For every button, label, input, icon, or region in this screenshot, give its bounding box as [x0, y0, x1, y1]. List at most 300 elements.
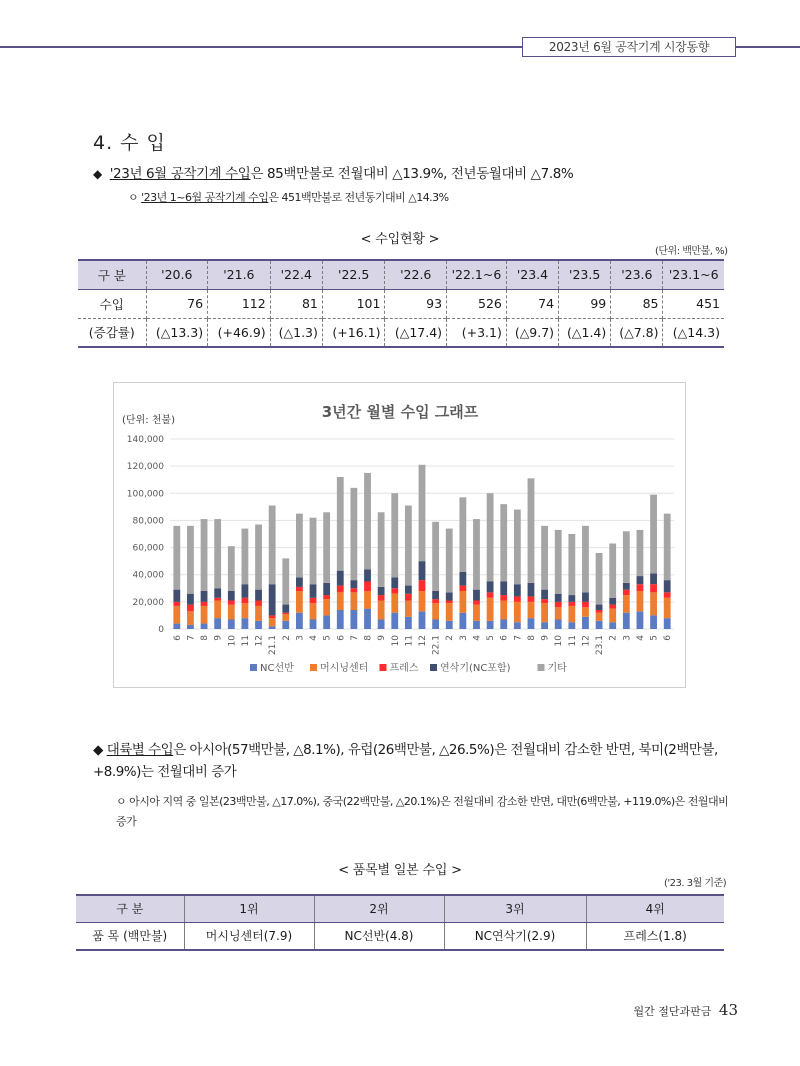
bar-segment: [473, 590, 480, 601]
table-header-cell: '22.1~6: [447, 260, 507, 289]
y-tick-label: 20,000: [132, 597, 164, 608]
legend-swatch: [310, 664, 317, 671]
bar-segment: [378, 512, 385, 587]
bar-segment: [459, 586, 466, 591]
table-cell: 수입: [99, 296, 124, 312]
import-table-unit: (단위: 백만불, %): [655, 246, 728, 257]
bar-segment: [296, 613, 303, 629]
japan-table-title: < 품목별 일본 수입 >: [338, 863, 462, 878]
bar-segment: [255, 601, 262, 606]
section-title: 4. 수 입: [93, 132, 166, 154]
legend-swatch: [380, 664, 387, 671]
bar-segment: [487, 493, 494, 581]
bar-segment: [664, 598, 671, 618]
y-tick-label: 40,000: [132, 570, 164, 581]
bar-segment: [432, 603, 439, 619]
bar-segment: [310, 518, 317, 585]
table-row: [76, 922, 724, 950]
bar-segment: [405, 601, 412, 617]
bar-segment: [568, 595, 575, 602]
bar-segment: [323, 512, 330, 583]
bar-segment: [378, 620, 385, 630]
bar-segment: [269, 584, 276, 615]
x-tick-label: 7: [513, 635, 524, 641]
bar-segment: [391, 613, 398, 629]
bar-segment: [541, 603, 548, 622]
bar-segment: [242, 603, 249, 618]
x-tick-label: 6: [172, 635, 183, 641]
table-row: [78, 289, 724, 318]
table-header-cell: '23.5: [559, 260, 611, 289]
x-tick-label: 21.1: [268, 635, 279, 656]
region-bullet-text: 은 아시아(57백만불, △8.1%), 유럽(26백만불, △26.5%)은 전월대비 감소한 반면, 북미(2백만불, +8.9%)는 전월대비 증가: [93, 742, 718, 780]
table-cell: (△1.4): [559, 318, 611, 347]
x-tick-label: 23.1: [595, 635, 606, 656]
table-cell: 526: [447, 289, 507, 318]
bar-segment: [555, 607, 562, 619]
table-cell: NC연삭기(2.9): [444, 922, 586, 950]
bar-segment: [473, 601, 480, 605]
table-cell: 85: [611, 289, 663, 318]
summary-sub-bullet: [128, 189, 449, 205]
sub-bullet-text: 은 451백만불로 전년동기대비 △14.3%: [268, 191, 449, 204]
chart-title: 3년간 월별 수입 그래프: [321, 403, 479, 421]
table-cell: 101: [322, 289, 385, 318]
bar-segment: [255, 606, 262, 621]
table-header-cell: 1위: [184, 895, 314, 922]
page-footer: [634, 1001, 738, 1019]
bar-segment: [364, 609, 371, 629]
bar-segment: [419, 611, 426, 629]
bar-segment: [323, 583, 330, 595]
x-tick-label: 3: [458, 635, 469, 641]
table-header-row: [76, 895, 724, 922]
bar-segment: [391, 594, 398, 613]
bar-segment: [623, 613, 630, 629]
bar-segment: [350, 588, 357, 592]
bar-segment: [269, 626, 276, 629]
bar-segment: [514, 622, 521, 629]
bar-segment: [310, 603, 317, 619]
page-number: 43: [718, 1001, 738, 1019]
table-cell: 품 목 (백만불): [76, 922, 184, 950]
bar-segment: [582, 617, 589, 629]
bar-segment: [214, 618, 221, 629]
bar-segment: [214, 519, 221, 588]
x-tick-label: 5: [486, 635, 497, 641]
bar-segment: [269, 618, 276, 626]
bar-segment: [242, 529, 249, 585]
bar-segment: [541, 526, 548, 590]
x-tick-label: 9: [377, 635, 388, 641]
x-tick-label: 9: [540, 635, 551, 641]
x-tick-label: 8: [200, 635, 211, 641]
bar-segment: [555, 602, 562, 607]
bar-segment: [296, 587, 303, 591]
bar-segment: [446, 592, 453, 600]
y-tick-label: 0: [158, 625, 164, 635]
bar-segment: [650, 584, 657, 592]
table-cell: (△1.3): [270, 318, 322, 347]
japan-import-table: [76, 894, 724, 951]
circle-bullet-icon: ㅇ: [128, 191, 142, 204]
bar-segment: [419, 561, 426, 580]
bar-segment: [201, 591, 208, 602]
table-header-cell: '23.4: [506, 260, 558, 289]
bar-segment: [323, 599, 330, 615]
bar-segment: [568, 622, 575, 629]
bar-segment: [337, 571, 344, 586]
bar-segment: [664, 592, 671, 597]
bar-segment: [500, 582, 507, 596]
legend-swatch: [430, 664, 437, 671]
bar-segment: [255, 525, 262, 590]
bar-segment: [500, 620, 507, 630]
table-cell: 93: [385, 289, 447, 318]
legend-label: 프레스: [389, 663, 419, 674]
bar-segment: [446, 529, 453, 593]
bar-segment: [405, 617, 412, 629]
chart-y-unit-label: (단위: 천불): [122, 415, 175, 426]
bar-segment: [282, 621, 289, 629]
region-bullet: [93, 739, 733, 783]
bar-segment: [214, 601, 221, 619]
bar-segment: [269, 506, 276, 585]
bar-segment: [201, 519, 208, 591]
table-cell: (+3.1): [447, 318, 507, 347]
bar-segment: [310, 620, 317, 630]
bar-segment: [391, 577, 398, 588]
bar-segment: [432, 591, 439, 599]
bar-segment: [664, 618, 671, 629]
table-cell: 112: [208, 289, 271, 318]
y-tick-label: 60,000: [132, 543, 164, 554]
bar-segment: [528, 478, 535, 583]
summary-bullet: [93, 162, 573, 182]
bar-segment: [514, 510, 521, 585]
table-header-cell: 구 분: [76, 895, 184, 922]
table-cell: NC선반(4.8): [314, 922, 444, 950]
x-tick-label: 5: [322, 635, 333, 641]
import-table-title: < 수입현황 >: [360, 232, 440, 247]
y-tick-label: 100,000: [126, 489, 164, 500]
monthly-import-chart: [113, 382, 686, 688]
bar-segment: [500, 504, 507, 581]
table-header-cell: '22.5: [322, 260, 385, 289]
table-cell: (+46.9): [208, 318, 271, 347]
table-cell: 머시닝센터(7.9): [184, 922, 314, 950]
bar-segment: [487, 621, 494, 629]
bar-segment: [446, 621, 453, 629]
bar-segment: [255, 590, 262, 601]
bar-segment: [201, 606, 208, 624]
bar-segment: [269, 615, 276, 618]
running-header: 2023년 6월 공작기계 시장동향: [522, 37, 736, 57]
bar-segment: [242, 598, 249, 603]
bar-segment: [568, 602, 575, 606]
legend-label: NC선반: [260, 663, 294, 674]
bar-segment: [582, 592, 589, 602]
bar-segment: [337, 586, 344, 593]
bar-segment: [364, 591, 371, 609]
bar-segment: [487, 592, 494, 597]
bar-segment: [568, 606, 575, 622]
bar-segment: [528, 583, 535, 597]
bar-segment: [378, 587, 385, 595]
bar-segment: [528, 602, 535, 618]
bar-segment: [487, 582, 494, 593]
bar-segment: [364, 582, 371, 592]
bar-segment: [310, 598, 317, 603]
bar-segment: [228, 620, 235, 630]
bar-segment: [623, 583, 630, 590]
sub-bullet-underlined: '23년 1~6월 공작기계 수입: [141, 191, 269, 204]
bar-segment: [446, 601, 453, 604]
table-cell: 451: [663, 289, 724, 318]
bar-segment: [459, 591, 466, 613]
bar-segment: [446, 603, 453, 621]
x-tick-label: 7: [186, 635, 197, 641]
table-cell: (△17.4): [385, 318, 447, 347]
x-tick-label: 10: [390, 635, 401, 647]
bar-segment: [214, 598, 221, 601]
bar-segment: [555, 530, 562, 594]
bar-segment: [296, 514, 303, 578]
bar-segment: [173, 526, 180, 590]
bar-segment: [187, 594, 194, 605]
bar-segment: [582, 526, 589, 593]
bar-segment: [173, 590, 180, 602]
bar-segment: [582, 607, 589, 617]
region-sub-bullet: ㅇ 아시아 지역 중 일본(23백만불, △17.0%), 중국(22백만불, △20.1%)은 전월대비 감소한 반면, 대만(6백만불, +119.0%)은 전월대비 증가: [116, 795, 729, 828]
y-tick-label: 80,000: [132, 516, 164, 527]
x-tick-label: 11: [240, 635, 251, 647]
bar-segment: [473, 621, 480, 629]
bar-segment: [500, 595, 507, 600]
bar-segment: [541, 590, 548, 600]
x-tick-label: 12: [418, 635, 428, 647]
y-tick-label: 120,000: [126, 462, 164, 473]
bar-segment: [459, 572, 466, 586]
table-header-cell: '23.6: [611, 260, 663, 289]
bar-segment: [364, 569, 371, 581]
y-tick-label: 140,000: [126, 435, 164, 445]
bar-segment: [459, 497, 466, 572]
bar-segment: [528, 618, 535, 629]
table-header-row: [78, 260, 724, 289]
x-tick-label: 6: [663, 635, 674, 641]
x-tick-label: 2: [281, 635, 292, 641]
bar-segment: [405, 594, 412, 601]
bar-segment: [473, 519, 480, 590]
bar-segment: [187, 611, 194, 625]
table-cell: 74: [506, 289, 558, 318]
bar-segment: [555, 594, 562, 602]
table-cell: (증감률): [78, 318, 146, 347]
x-tick-label: 11: [404, 635, 415, 647]
summary-bullet-text: 은 85백만불로 전월대비 △13.9%, 전년동월대비 △7.8%: [250, 166, 574, 182]
bar-segment: [650, 615, 657, 629]
x-tick-label: 8: [526, 635, 537, 641]
bar-segment: [514, 584, 521, 596]
bar-segment: [337, 592, 344, 610]
bar-segment: [242, 584, 249, 598]
x-tick-label: 12: [254, 635, 265, 647]
bar-segment: [596, 553, 603, 605]
bar-segment: [391, 493, 398, 577]
legend-swatch: [250, 664, 257, 671]
bar-segment: [228, 591, 235, 601]
bar-segment: [650, 573, 657, 584]
table-header-cell: '22.6: [385, 260, 447, 289]
table-cell: (△14.3): [663, 318, 724, 347]
bar-segment: [282, 558, 289, 604]
bar-segment: [282, 614, 289, 621]
region-bullet-underlined: 대륙별 수입: [106, 742, 174, 758]
bar-segment: [473, 605, 480, 621]
bar-segment: [350, 610, 357, 629]
table-header-cell: 4위: [586, 895, 724, 922]
x-tick-label: 6: [499, 635, 510, 641]
bar-segment: [432, 620, 439, 630]
import-status-table: [78, 259, 724, 348]
bar-segment: [664, 514, 671, 581]
table-cell: (△13.3): [146, 318, 208, 347]
bar-segment: [364, 473, 371, 569]
bar-segment: [187, 526, 194, 594]
bar-segment: [637, 530, 644, 576]
bar-segment: [391, 588, 398, 593]
bar-segment: [623, 590, 630, 595]
bar-segment: [637, 584, 644, 591]
bar-segment: [228, 601, 235, 605]
x-tick-label: 8: [363, 635, 374, 641]
bar-segment: [242, 618, 249, 629]
table-header-cell: 3위: [444, 895, 586, 922]
table-cell: (+16.1): [322, 318, 385, 347]
x-tick-label: 3: [622, 635, 633, 641]
bar-segment: [173, 602, 180, 606]
diamond-bullet-icon: ◆: [93, 742, 107, 758]
bar-segment: [173, 624, 180, 629]
table-cell: (△7.8): [611, 318, 663, 347]
x-tick-label: 2: [608, 635, 619, 641]
x-tick-label: 4: [309, 635, 320, 641]
bar-segment: [378, 595, 385, 600]
x-tick-label: 9: [213, 635, 224, 641]
bar-segment: [405, 586, 412, 594]
table-header-cell: '21.6: [208, 260, 271, 289]
bar-segment: [650, 495, 657, 574]
bar-segment: [282, 605, 289, 613]
x-tick-label: 5: [649, 635, 660, 641]
bar-segment: [528, 596, 535, 601]
bar-segment: [282, 613, 289, 614]
bar-segment: [596, 610, 603, 613]
diamond-bullet-icon: ◆: [93, 167, 102, 181]
bar-segment: [432, 522, 439, 591]
bar-segment: [500, 601, 507, 620]
legend-label: 머시닝센터: [320, 663, 369, 674]
bar-segment: [337, 610, 344, 629]
table-row: [78, 318, 724, 347]
bar-segment: [514, 602, 521, 622]
bar-segment: [514, 596, 521, 601]
bar-segment: [228, 605, 235, 620]
bar-segment: [405, 506, 412, 586]
table-header-cell: '22.4: [270, 260, 322, 289]
bar-segment: [350, 488, 357, 580]
bar-segment: [350, 592, 357, 610]
bar-segment: [201, 602, 208, 606]
table-cell: 99: [559, 289, 611, 318]
bar-segment: [187, 625, 194, 629]
table-cell: 81: [270, 289, 322, 318]
bar-segment: [296, 577, 303, 587]
bar-segment: [310, 584, 317, 598]
bar-segment: [623, 595, 630, 613]
x-tick-label: 4: [472, 635, 483, 641]
bar-segment: [555, 620, 562, 630]
journal-name: 월간 절단과판금: [633, 1005, 712, 1018]
x-tick-label: 22.1: [431, 635, 442, 656]
bar-segment: [637, 591, 644, 611]
x-tick-label: 3: [295, 635, 306, 641]
bar-segment: [173, 606, 180, 624]
x-tick-label: 4: [635, 635, 646, 641]
table-header-cell: '23.1~6: [663, 260, 724, 289]
bar-segment: [432, 599, 439, 603]
bar-segment: [214, 588, 221, 598]
bar-segment: [487, 598, 494, 621]
bar-segment: [637, 576, 644, 584]
table-cell: 76: [146, 289, 208, 318]
bar-segment: [582, 602, 589, 607]
bar-segment: [541, 599, 548, 603]
legend-label: 기타: [547, 663, 567, 674]
bar-segment: [378, 601, 385, 620]
table-header-cell: 2위: [314, 895, 444, 922]
bar-segment: [419, 465, 426, 561]
bar-segment: [596, 613, 603, 621]
bar-segment: [609, 605, 616, 609]
table-header-cell: 구 분: [78, 260, 146, 289]
bar-segment: [459, 613, 466, 629]
bar-segment: [323, 595, 330, 599]
table-header-cell: '20.6: [146, 260, 208, 289]
summary-bullet-underlined: '23년 6월 공작기계 수입: [109, 166, 251, 182]
bar-segment: [637, 611, 644, 629]
bar-segment: [609, 544, 616, 598]
bar-segment: [541, 622, 548, 629]
bar-segment: [201, 624, 208, 629]
bar-segment: [350, 580, 357, 588]
bar-segment: [337, 477, 344, 571]
bar-segment: [296, 591, 303, 613]
legend-label: 연삭기(NC포함): [440, 663, 511, 674]
x-tick-label: 6: [336, 635, 347, 641]
x-tick-label: 10: [554, 635, 565, 647]
x-tick-label: 11: [567, 635, 578, 647]
bar-segment: [228, 546, 235, 591]
bar-segment: [596, 605, 603, 610]
bar-segment: [323, 615, 330, 629]
table-cell: (△9.7): [506, 318, 558, 347]
bar-segment: [568, 534, 575, 595]
x-tick-label: 12: [581, 635, 592, 647]
x-tick-label: 7: [349, 635, 360, 641]
bar-segment: [664, 580, 671, 592]
